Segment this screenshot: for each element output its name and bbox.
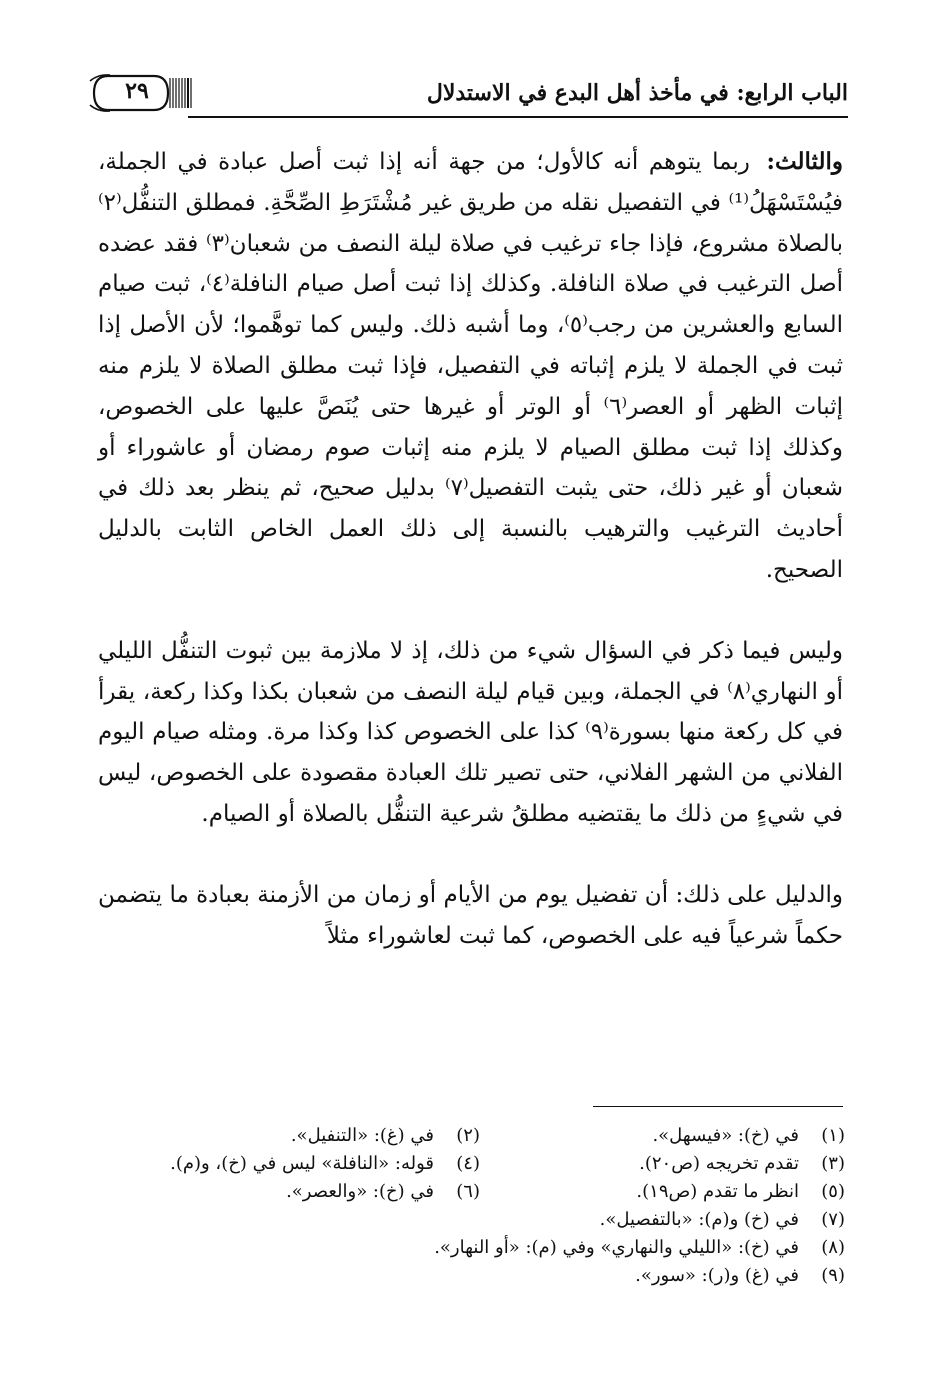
main-text xyxy=(98,142,843,956)
footnote-separator xyxy=(593,1106,843,1107)
footnote-text: تقدم تخريجه (ص٢٠). xyxy=(639,1153,799,1174)
footnote-number: (١) xyxy=(821,1125,845,1146)
page-number-ornament xyxy=(88,72,198,112)
footnote-text: انظر ما تقدم (ص١٩). xyxy=(636,1181,799,1202)
footnote xyxy=(115,1150,480,1178)
footnote-number: (٥) xyxy=(821,1181,845,1202)
running-header xyxy=(88,66,848,116)
header-rule xyxy=(188,116,848,118)
footnote xyxy=(115,1178,480,1206)
footnote xyxy=(115,1122,480,1150)
paragraph-lead: والثالث: xyxy=(766,148,843,175)
footnote-text: قوله: «النافلة» ليس في (خ)، و(م). xyxy=(170,1153,434,1174)
footnote-text: في (خ): «والعصر». xyxy=(286,1181,434,1202)
footnote-text: في (خ): «فيسهل». xyxy=(652,1125,799,1146)
footnote-number: (٢) xyxy=(456,1125,480,1146)
footnote-number: (٨) xyxy=(821,1237,845,1258)
paragraph: والدليل على ذلك: أن تفضيل يوم من الأيام أو زمان من الأزمنة بعبادة ما يتضمن حكماً شرعياً فيه على الخصوص، كما ثبت لعاشوراء مثلاً xyxy=(98,881,843,949)
footnote-text: في (خ) و(م): «بالتفصيل». xyxy=(599,1209,799,1230)
footnote xyxy=(480,1150,845,1178)
footnote-number: (٣) xyxy=(821,1153,845,1174)
footnote xyxy=(480,1122,845,1150)
footnote xyxy=(110,1206,845,1234)
footnote xyxy=(110,1234,845,1262)
footnote-number: (٦) xyxy=(456,1181,480,1202)
footnotes xyxy=(110,1122,845,1290)
footnote-number: (٩) xyxy=(821,1265,845,1286)
paragraph: وليس فيما ذكر في السؤال شيء من ذلك، إذ لا ملازمة بين ثبوت التنفُّل الليلي أو النهاري⁽٨⁾ في الجملة، وبين قيام ليلة النصف من شعبان بكذا وكذا ركعة، يقرأ في كل ركعة منها بسورة⁽٩⁾ كذا على الخصوص كذا وكذا مرة. ومثله صيام اليوم الفلاني من الشهر الفلاني، حتى تصير تلك العبادة مقصودة على الخصوص، ليس في شيءٍ من ذلك ما يقتضيه مطلقُ شرعية التنفُّل بالصلاة أو الصيام. xyxy=(98,637,843,827)
paragraph-text: ربما يتوهم أنه كالأول؛ من جهة أنه إذا ثبت أصل عبادة في الجملة، فيُسْتَسْهَلُ⁽¹⁾ في التفصيل نقله من طريق غير مُشْتَرَطِ الصِّحَّةِ. فمطلق التنفُّل⁽٢⁾ بالصلاة مشروع، فإذا جاء ترغيب في صلاة ليلة النصف من شعبان⁽٣⁾ فقد عضده أصل الترغيب في صلاة النافلة. وكذلك إذا ثبت أصل صيام النافلة⁽٤⁾، ثبت صيام السابع والعشرين من رجب⁽٥⁾، وما أشبه ذلك. وليس كما توهَّموا؛ لأن الأصل إذا ثبت في الجملة لا يلزم إثباته في التفصيل، فإذا ثبت مطلق الصلاة لا يلزم منه إثبات الظهر أو العصر⁽٦⁾ أو الوتر أو غيرها حتى يُنَصَّ عليها على الخصوص، وكذلك إذا ثبت مطلق الصيام لا يلزم منه إثبات صوم رمضان أو عاشوراء أو شعبان أو غير ذلك، حتى يثبت التفصيل⁽٧⁾ بدليل صحيح، ثم ينظر بعد ذلك في أحاديث الترغيب والترهيب بالنسبة إلى ذلك العمل الخاص الثابت بالدليل الصحيح. xyxy=(98,149,843,583)
footnote xyxy=(110,1262,845,1290)
chapter-title: الباب الرابع: في مأخذ أهل البدع في الاستدلال xyxy=(426,80,848,106)
footnote-text: في (غ) و(ر): «سور». xyxy=(635,1265,799,1286)
footnote-text: في (خ): «الليلي والنهاري» وفي (م): «أو النهار». xyxy=(434,1237,799,1258)
footnote-number: (٧) xyxy=(821,1209,845,1230)
page-number: ٢٩ xyxy=(125,78,149,104)
paragraph xyxy=(98,142,843,591)
footnote xyxy=(480,1178,845,1206)
footnote-number: (٤) xyxy=(456,1153,480,1174)
footnote-text: في (غ): «التنفيل». xyxy=(290,1125,434,1146)
